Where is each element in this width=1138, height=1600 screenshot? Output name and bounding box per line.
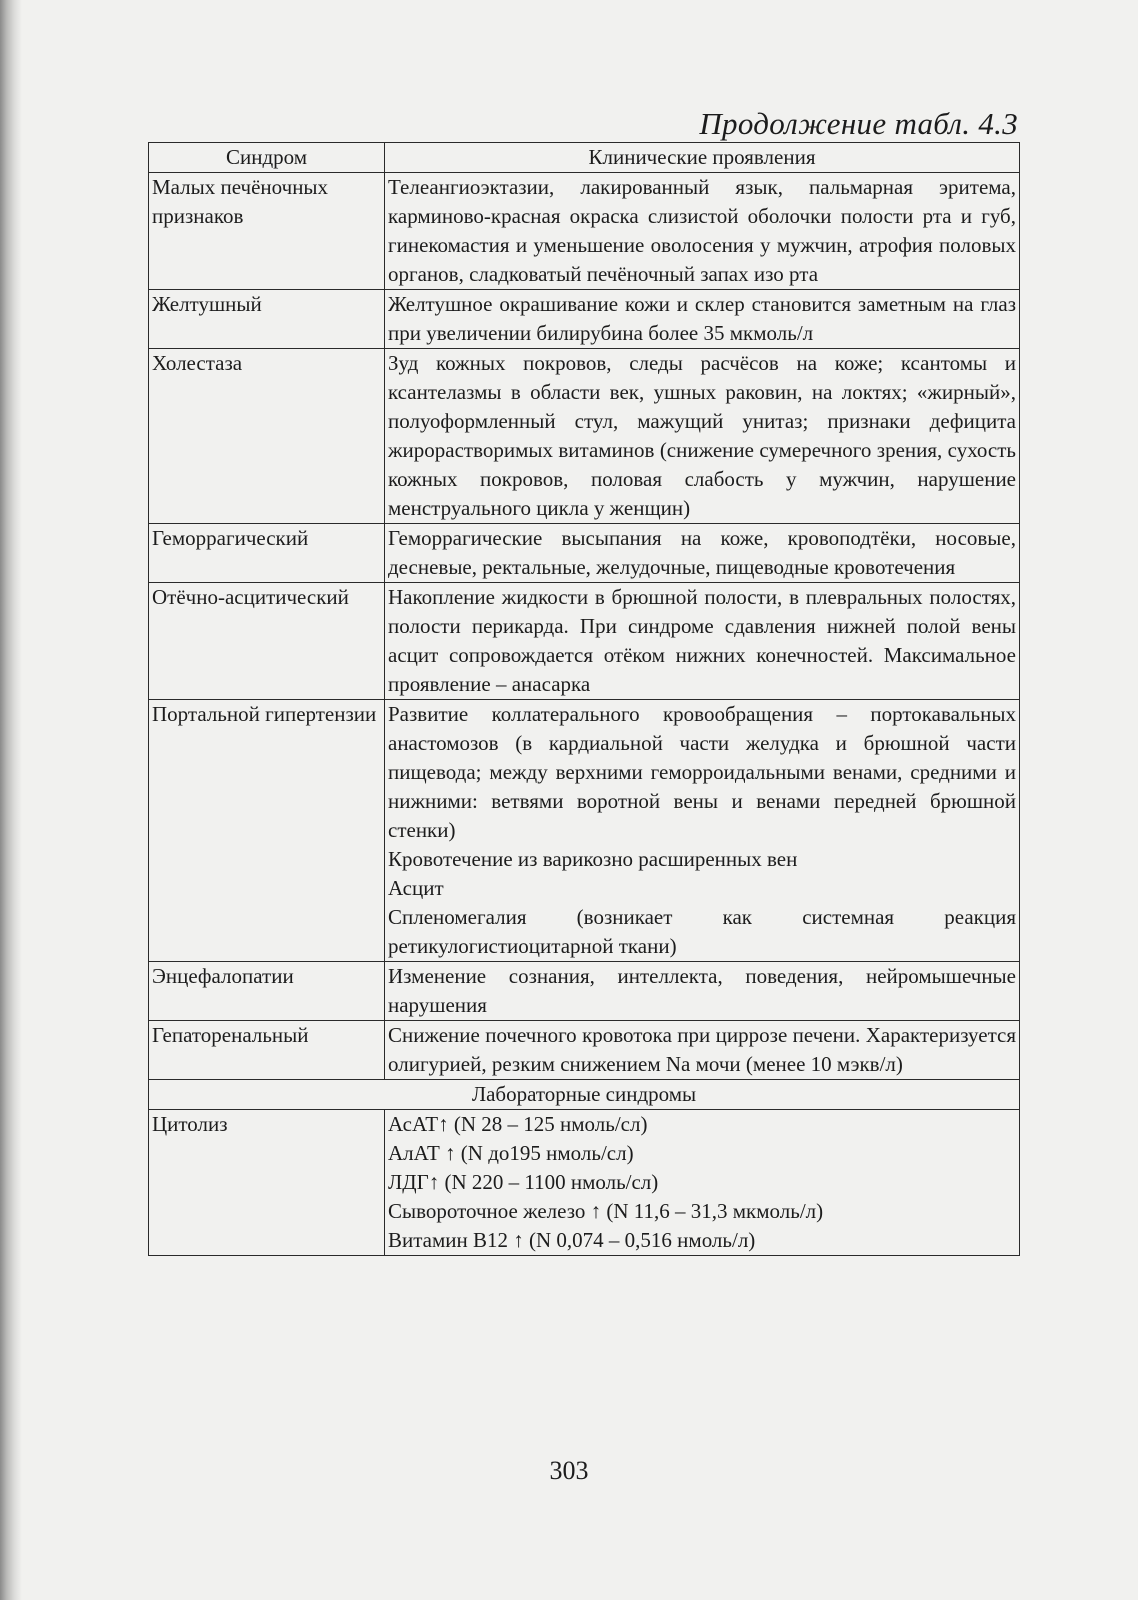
syndrome-description bbox=[385, 583, 1020, 700]
syndrome-name: Геморрагический bbox=[149, 524, 385, 583]
table-row bbox=[149, 583, 1020, 700]
syndrome-description bbox=[385, 1021, 1020, 1080]
page-number: 303 bbox=[549, 1456, 589, 1485]
description-text: Развитие коллатерального кровообращения – портокавальных анастомозов (в кардиальной части желудка и брюшной части пищевода; между верхними геморроидальными венами, средними и нижними: ветвями воротной вены и венами передней брюшной стенки) bbox=[388, 702, 1016, 842]
table-row bbox=[149, 962, 1020, 1021]
table-header-row bbox=[149, 143, 1020, 173]
syndrome-name: Портальной гипертензии bbox=[149, 700, 385, 962]
binding-shadow bbox=[0, 0, 22, 1600]
syndrome-name: Холестаза bbox=[149, 349, 385, 524]
table-caption: Продолжение табл. 4.3 bbox=[699, 106, 1018, 141]
syndrome-name: Малых печёночных признаков bbox=[149, 173, 385, 290]
syndrome-description bbox=[385, 349, 1020, 524]
description-text: Зуд кожных покровов, следы расчёсов на коже; ксантомы и ксантелазмы в области век, ушных раковин, на локтях; «жирный», полуоформленный стул, мажущий унитаз; признаки дефицита жирорастворимых витаминов (снижение сумеречного зрения, сухость кожных покровов, половая слабость у мужчин, нарушение менструального цикла у женщин) bbox=[388, 351, 1016, 520]
description-text: Спленомегалия (возникает как системная реакция ретикулогистиоцитарной ткани) bbox=[388, 905, 1016, 958]
description-text: Геморрагические высыпания на коже, кровоподтёки, носовые, десневые, ректальные, желудочные, пищеводные кровотечения bbox=[388, 526, 1016, 579]
table-row bbox=[149, 173, 1020, 290]
syndrome-description bbox=[385, 524, 1020, 583]
description-text: Желтушное окрашивание кожи и склер становится заметным на глаз при увеличении билирубина более 35 мкмоль/л bbox=[388, 292, 1016, 345]
table-row bbox=[149, 524, 1020, 583]
syndrome-description bbox=[385, 700, 1020, 962]
lab-value-line: ЛДГ↑ (N 220 – 1100 нмоль/сл) bbox=[388, 1170, 659, 1194]
syndrome-name: Желтушный bbox=[149, 290, 385, 349]
description-text: Изменение сознания, интеллекта, поведения, нейромышечные нарушения bbox=[388, 964, 1016, 1017]
lab-section-row bbox=[149, 1080, 1020, 1110]
table-row bbox=[149, 700, 1020, 962]
syndrome-name: Цитолиз bbox=[149, 1110, 385, 1256]
syndromes-table bbox=[148, 142, 1020, 1256]
syndrome-description bbox=[385, 173, 1020, 290]
table-row bbox=[149, 1021, 1020, 1080]
lab-value-line: Сывороточное железо ↑ (N 11,6 – 31,3 мкмоль/л) bbox=[388, 1199, 824, 1223]
description-text: Снижение почечного кровотока при циррозе печени. Характеризуется олигурией, резким снижением Na мочи (менее 10 мэкв/л) bbox=[388, 1023, 1016, 1076]
description-text: Асцит bbox=[388, 876, 444, 900]
lab-value-line: Витамин В12 ↑ (N 0,074 – 0,516 нмоль/л) bbox=[388, 1228, 756, 1252]
syndrome-name: Гепаторенальный bbox=[149, 1021, 385, 1080]
description-text: Кровотечение из варикозно расширенных вен bbox=[388, 847, 798, 871]
syndrome-name: Отёчно-асцитический bbox=[149, 583, 385, 700]
syndrome-name: Энцефалопатии bbox=[149, 962, 385, 1021]
table-row bbox=[149, 1110, 1020, 1256]
description-text: Накопление жидкости в брюшной полости, в плевральных полостях, полости перикарда. При синдроме сдавления нижней полой вены асцит сопровождается отёком нижних конечностей. Максимальное проявление – анасарка bbox=[388, 585, 1016, 696]
header-syndrome: Синдром bbox=[149, 143, 385, 173]
header-clinical-manifestations: Клинические проявления bbox=[385, 143, 1020, 173]
lab-value-line: АсАТ↑ (N 28 – 125 нмоль/сл) bbox=[388, 1112, 648, 1136]
lab-values bbox=[385, 1110, 1020, 1256]
table-row bbox=[149, 349, 1020, 524]
syndrome-description bbox=[385, 962, 1020, 1021]
lab-section-title: Лабораторные синдромы bbox=[149, 1080, 1020, 1110]
description-text: Телеангиоэктазии, лакированный язык, пальмарная эритема, карминово-красная окраска слизистой оболочки полости рта и губ, гинекомастия и уменьшение оволосения у мужчин, атрофия половых органов, сладковатый печёночный запах изо рта bbox=[388, 175, 1016, 286]
lab-value-line: АлАТ ↑ (N до195 нмоль/сл) bbox=[388, 1141, 634, 1165]
table-row bbox=[149, 290, 1020, 349]
syndrome-description bbox=[385, 290, 1020, 349]
